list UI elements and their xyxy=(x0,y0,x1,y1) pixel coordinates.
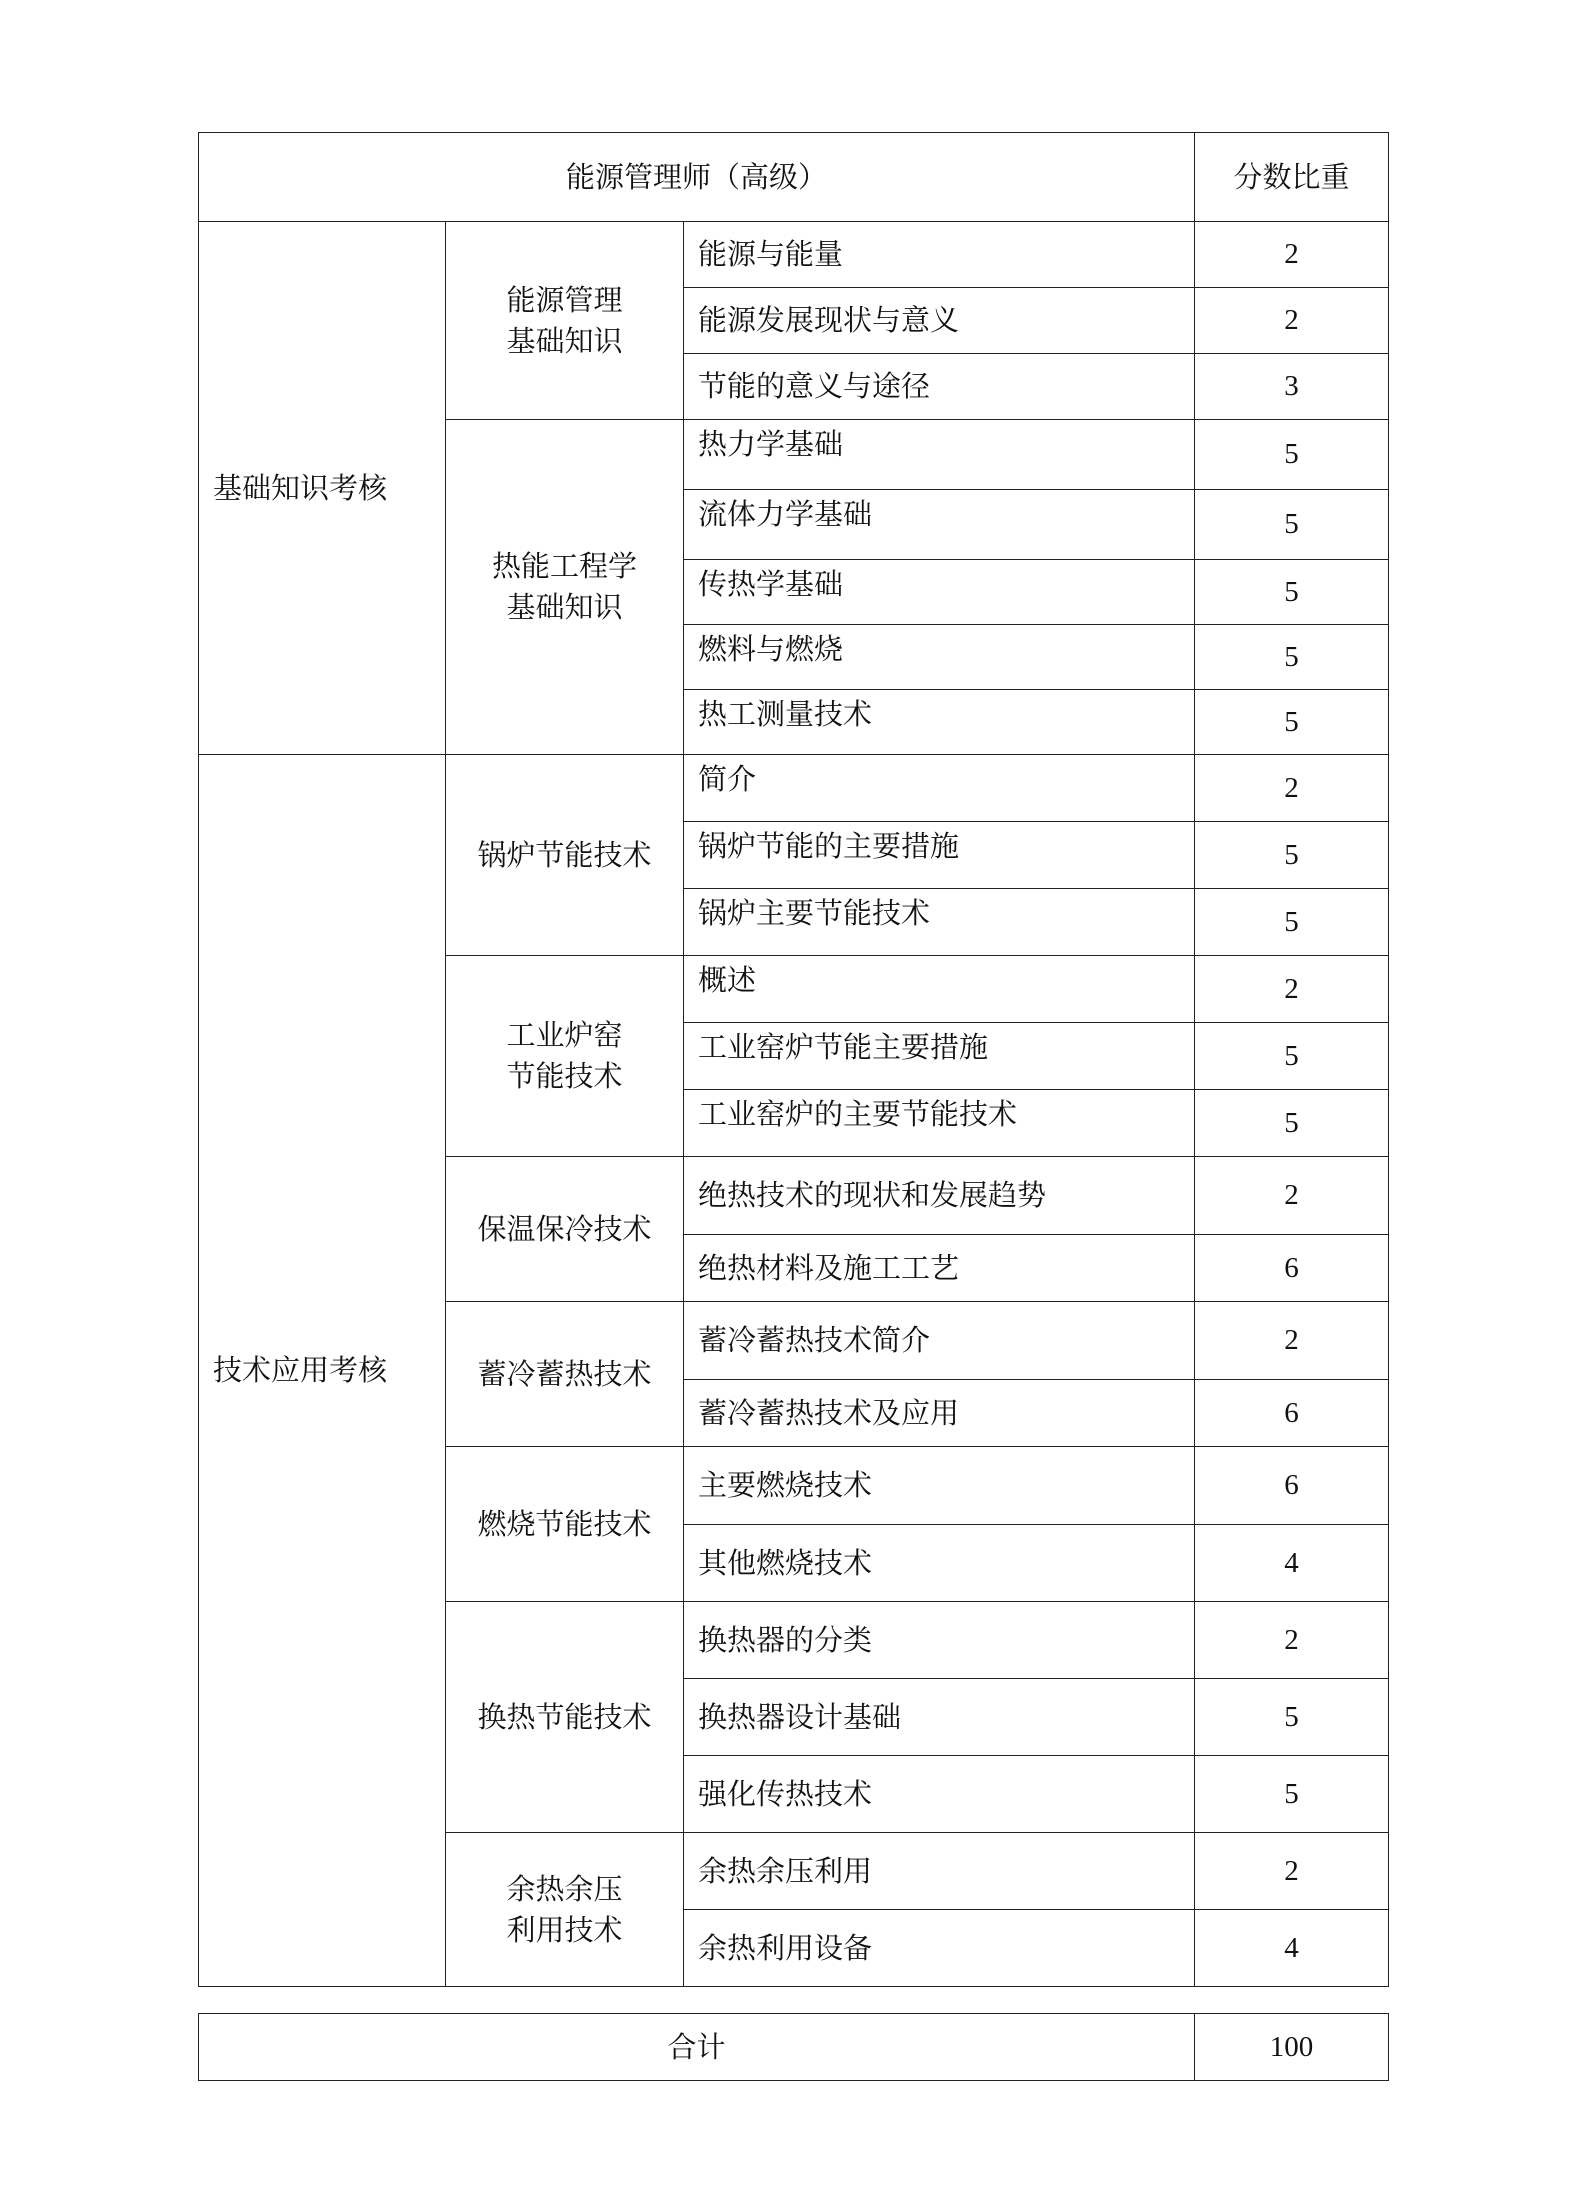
item-label: 绝热技术的现状和发展趋势 xyxy=(684,1157,1195,1235)
item-score: 5 xyxy=(1195,625,1389,690)
item-label: 节能的意义与途径 xyxy=(684,354,1195,420)
item-score: 5 xyxy=(1195,560,1389,625)
score-weight-table xyxy=(198,132,1389,1987)
total-score: 100 xyxy=(1195,2014,1389,2081)
table-header-row xyxy=(199,133,1389,222)
item-score: 5 xyxy=(1195,420,1389,490)
item-score: 2 xyxy=(1195,1302,1389,1380)
module-waste-heat: 余热余压 利用技术 xyxy=(446,1833,684,1987)
item-label: 强化传热技术 xyxy=(684,1756,1195,1833)
item-label: 燃料与燃烧 xyxy=(684,625,1195,690)
module-energy-management: 能源管理 基础知识 xyxy=(446,222,684,420)
item-label: 换热器设计基础 xyxy=(684,1679,1195,1756)
item-label: 绝热材料及施工工艺 xyxy=(684,1235,1195,1302)
category-basic-knowledge: 基础知识考核 xyxy=(199,222,446,755)
item-score: 5 xyxy=(1195,1679,1389,1756)
total-row xyxy=(199,2014,1389,2081)
item-score: 5 xyxy=(1195,690,1389,755)
item-score: 2 xyxy=(1195,1602,1389,1679)
item-label: 工业窑炉的主要节能技术 xyxy=(684,1090,1195,1157)
item-label: 换热器的分类 xyxy=(684,1602,1195,1679)
category-technical-application: 技术应用考核 xyxy=(199,755,446,1987)
item-label: 能源与能量 xyxy=(684,222,1195,288)
item-score: 2 xyxy=(1195,755,1389,822)
weight-column-header: 分数比重 xyxy=(1195,133,1389,222)
item-score: 5 xyxy=(1195,822,1389,889)
item-label: 热力学基础 xyxy=(684,420,1195,490)
item-label: 其他燃烧技术 xyxy=(684,1525,1195,1602)
item-score: 5 xyxy=(1195,1023,1389,1090)
item-label: 余热余压利用 xyxy=(684,1833,1195,1910)
item-label: 简介 xyxy=(684,755,1195,822)
item-label: 蓄冷蓄热技术及应用 xyxy=(684,1380,1195,1447)
module-heat-exchange: 换热节能技术 xyxy=(446,1602,684,1833)
item-label: 余热利用设备 xyxy=(684,1910,1195,1987)
item-score: 3 xyxy=(1195,354,1389,420)
item-label: 概述 xyxy=(684,956,1195,1023)
module-insulation: 保温保冷技术 xyxy=(446,1157,684,1302)
total-label: 合计 xyxy=(199,2014,1195,2081)
table-row xyxy=(199,222,1389,288)
table-row xyxy=(199,755,1389,822)
item-label: 热工测量技术 xyxy=(684,690,1195,755)
item-score: 2 xyxy=(1195,222,1389,288)
module-industrial-kiln: 工业炉窑 节能技术 xyxy=(446,956,684,1157)
item-label: 传热学基础 xyxy=(684,560,1195,625)
module-thermal-storage: 蓄冷蓄热技术 xyxy=(446,1302,684,1447)
module-thermal-engineering: 热能工程学 基础知识 xyxy=(446,420,684,755)
item-label: 流体力学基础 xyxy=(684,490,1195,560)
item-score: 2 xyxy=(1195,1833,1389,1910)
module-boiler: 锅炉节能技术 xyxy=(446,755,684,956)
total-table xyxy=(198,2013,1389,2081)
item-label: 工业窑炉节能主要措施 xyxy=(684,1023,1195,1090)
item-score: 5 xyxy=(1195,1756,1389,1833)
item-score: 5 xyxy=(1195,889,1389,956)
item-score: 2 xyxy=(1195,956,1389,1023)
item-score: 4 xyxy=(1195,1910,1389,1987)
item-score: 6 xyxy=(1195,1235,1389,1302)
item-score: 4 xyxy=(1195,1525,1389,1602)
item-label: 主要燃烧技术 xyxy=(684,1447,1195,1525)
item-label: 能源发展现状与意义 xyxy=(684,288,1195,354)
item-score: 2 xyxy=(1195,288,1389,354)
table-title: 能源管理师（高级） xyxy=(199,133,1195,222)
item-label: 蓄冷蓄热技术简介 xyxy=(684,1302,1195,1380)
item-label: 锅炉节能的主要措施 xyxy=(684,822,1195,889)
item-score: 5 xyxy=(1195,1090,1389,1157)
item-score: 6 xyxy=(1195,1447,1389,1525)
item-score: 2 xyxy=(1195,1157,1389,1235)
item-label: 锅炉主要节能技术 xyxy=(684,889,1195,956)
module-combustion: 燃烧节能技术 xyxy=(446,1447,684,1602)
item-score: 6 xyxy=(1195,1380,1389,1447)
item-score: 5 xyxy=(1195,490,1389,560)
